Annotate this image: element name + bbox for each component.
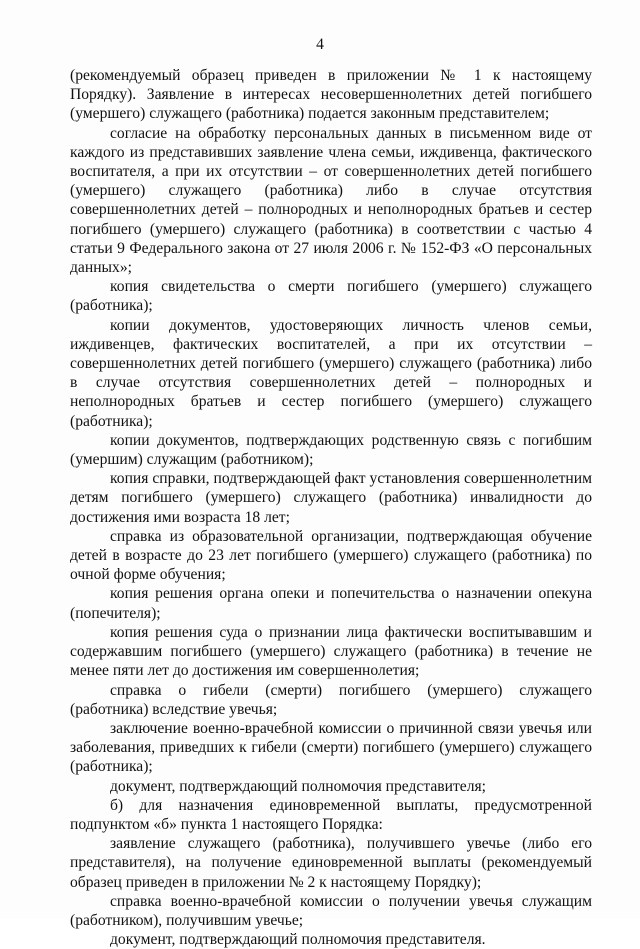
page-number: 4 [316, 36, 324, 53]
paragraph-1: (рекомендуемый образец приведен в приложении № 1 к настоящему Порядку). Заявление в интересах несовершеннолетних детей погибшего (умершего) служащего (работника) подается законным представителем; [70, 67, 592, 123]
paragraph-5: копии документов, подтверждающих родственную связь с погибшим (умершим) служащим (работником); [70, 431, 592, 469]
paragraph-4: копии документов, удостоверяющих личность членов семьи, иждивенцев, фактических воспитателей, а при их отсутствии – совершеннолетних детей погибшего (умершего) служащего (работника) либо в случае отсутствия совершеннолетних детей – полнородных и неполнородных братьев и сестер погибшего (умершего) служащего (работника); [70, 316, 592, 430]
paragraph-9: копия решения суда о признании лица фактически воспитывавшим и содержавшим погибшего (умершего) служащего (работника) в течение не менее пяти лет до достижения им совершеннолетия; [70, 623, 592, 680]
paragraph-3: копия свидетельства о смерти погибшего (умершего) служащего (работника); [70, 278, 592, 315]
paragraph-13: б) для назначения единовременной выплаты, предусмотренной подпунктом «б» пункта 1 настоящего Порядка: [70, 796, 592, 833]
paragraph-16: документ, подтверждающий полномочия представителя. [110, 931, 486, 949]
paragraph-14: заявление служащего (работника), получившего увечье (либо его представителя), на получение единовременной выплаты (рекомендуемый образец приведен в приложении № 2 к настоящему Порядку); [70, 835, 592, 891]
paragraph-6: копия справки, подтверждающей факт установления совершеннолетним детям погибшего (умершего) служащего (работника) инвалидности до достижения ими возраста 18 лет; [70, 470, 592, 526]
paragraph-2: согласие на обработку персональных данных в письменном виде от каждого из представивших заявление члена семьи, иждивенца, фактического воспитателя, а при их отсутствии – от совершеннолетних детей погибшего (умершего) служащего (работника) либо в случае отсутствия совершеннолетних детей – полнородных и неполнородных братьев и сестер погибшего (умершего) служащего (работника) в соответствии с частью 4 статьи 9 Федерального закона от 27 июля 2006 г. № 152-ФЗ «О персональных данных»; [70, 124, 592, 277]
paragraph-10: справка о гибели (смерти) погибшего (умершего) служащего (работника) вследствие увечья; [70, 681, 592, 718]
document-body [70, 66, 592, 949]
paragraph-15: справка военно-врачебной комиссии о получении увечья служащим (работником), получившим увечье; [70, 892, 592, 929]
paragraph-8: копия решения органа опеки и попечительства о назначении опекуна (попечителя); [70, 585, 592, 622]
paragraph-11: заключение военно-врачебной комиссии о причинной связи увечья или заболевания, приведших к гибели (смерти) погибшего (умершего) служащего (работника); [70, 719, 592, 776]
paragraph-12: документ, подтверждающий полномочия представителя; [110, 777, 487, 795]
paragraph-7: справка из образовательной организации, подтверждающая обучение детей в возрасте до 23 лет погибшего (умершего) служащего (работника) по очной форме обучения; [70, 527, 592, 584]
